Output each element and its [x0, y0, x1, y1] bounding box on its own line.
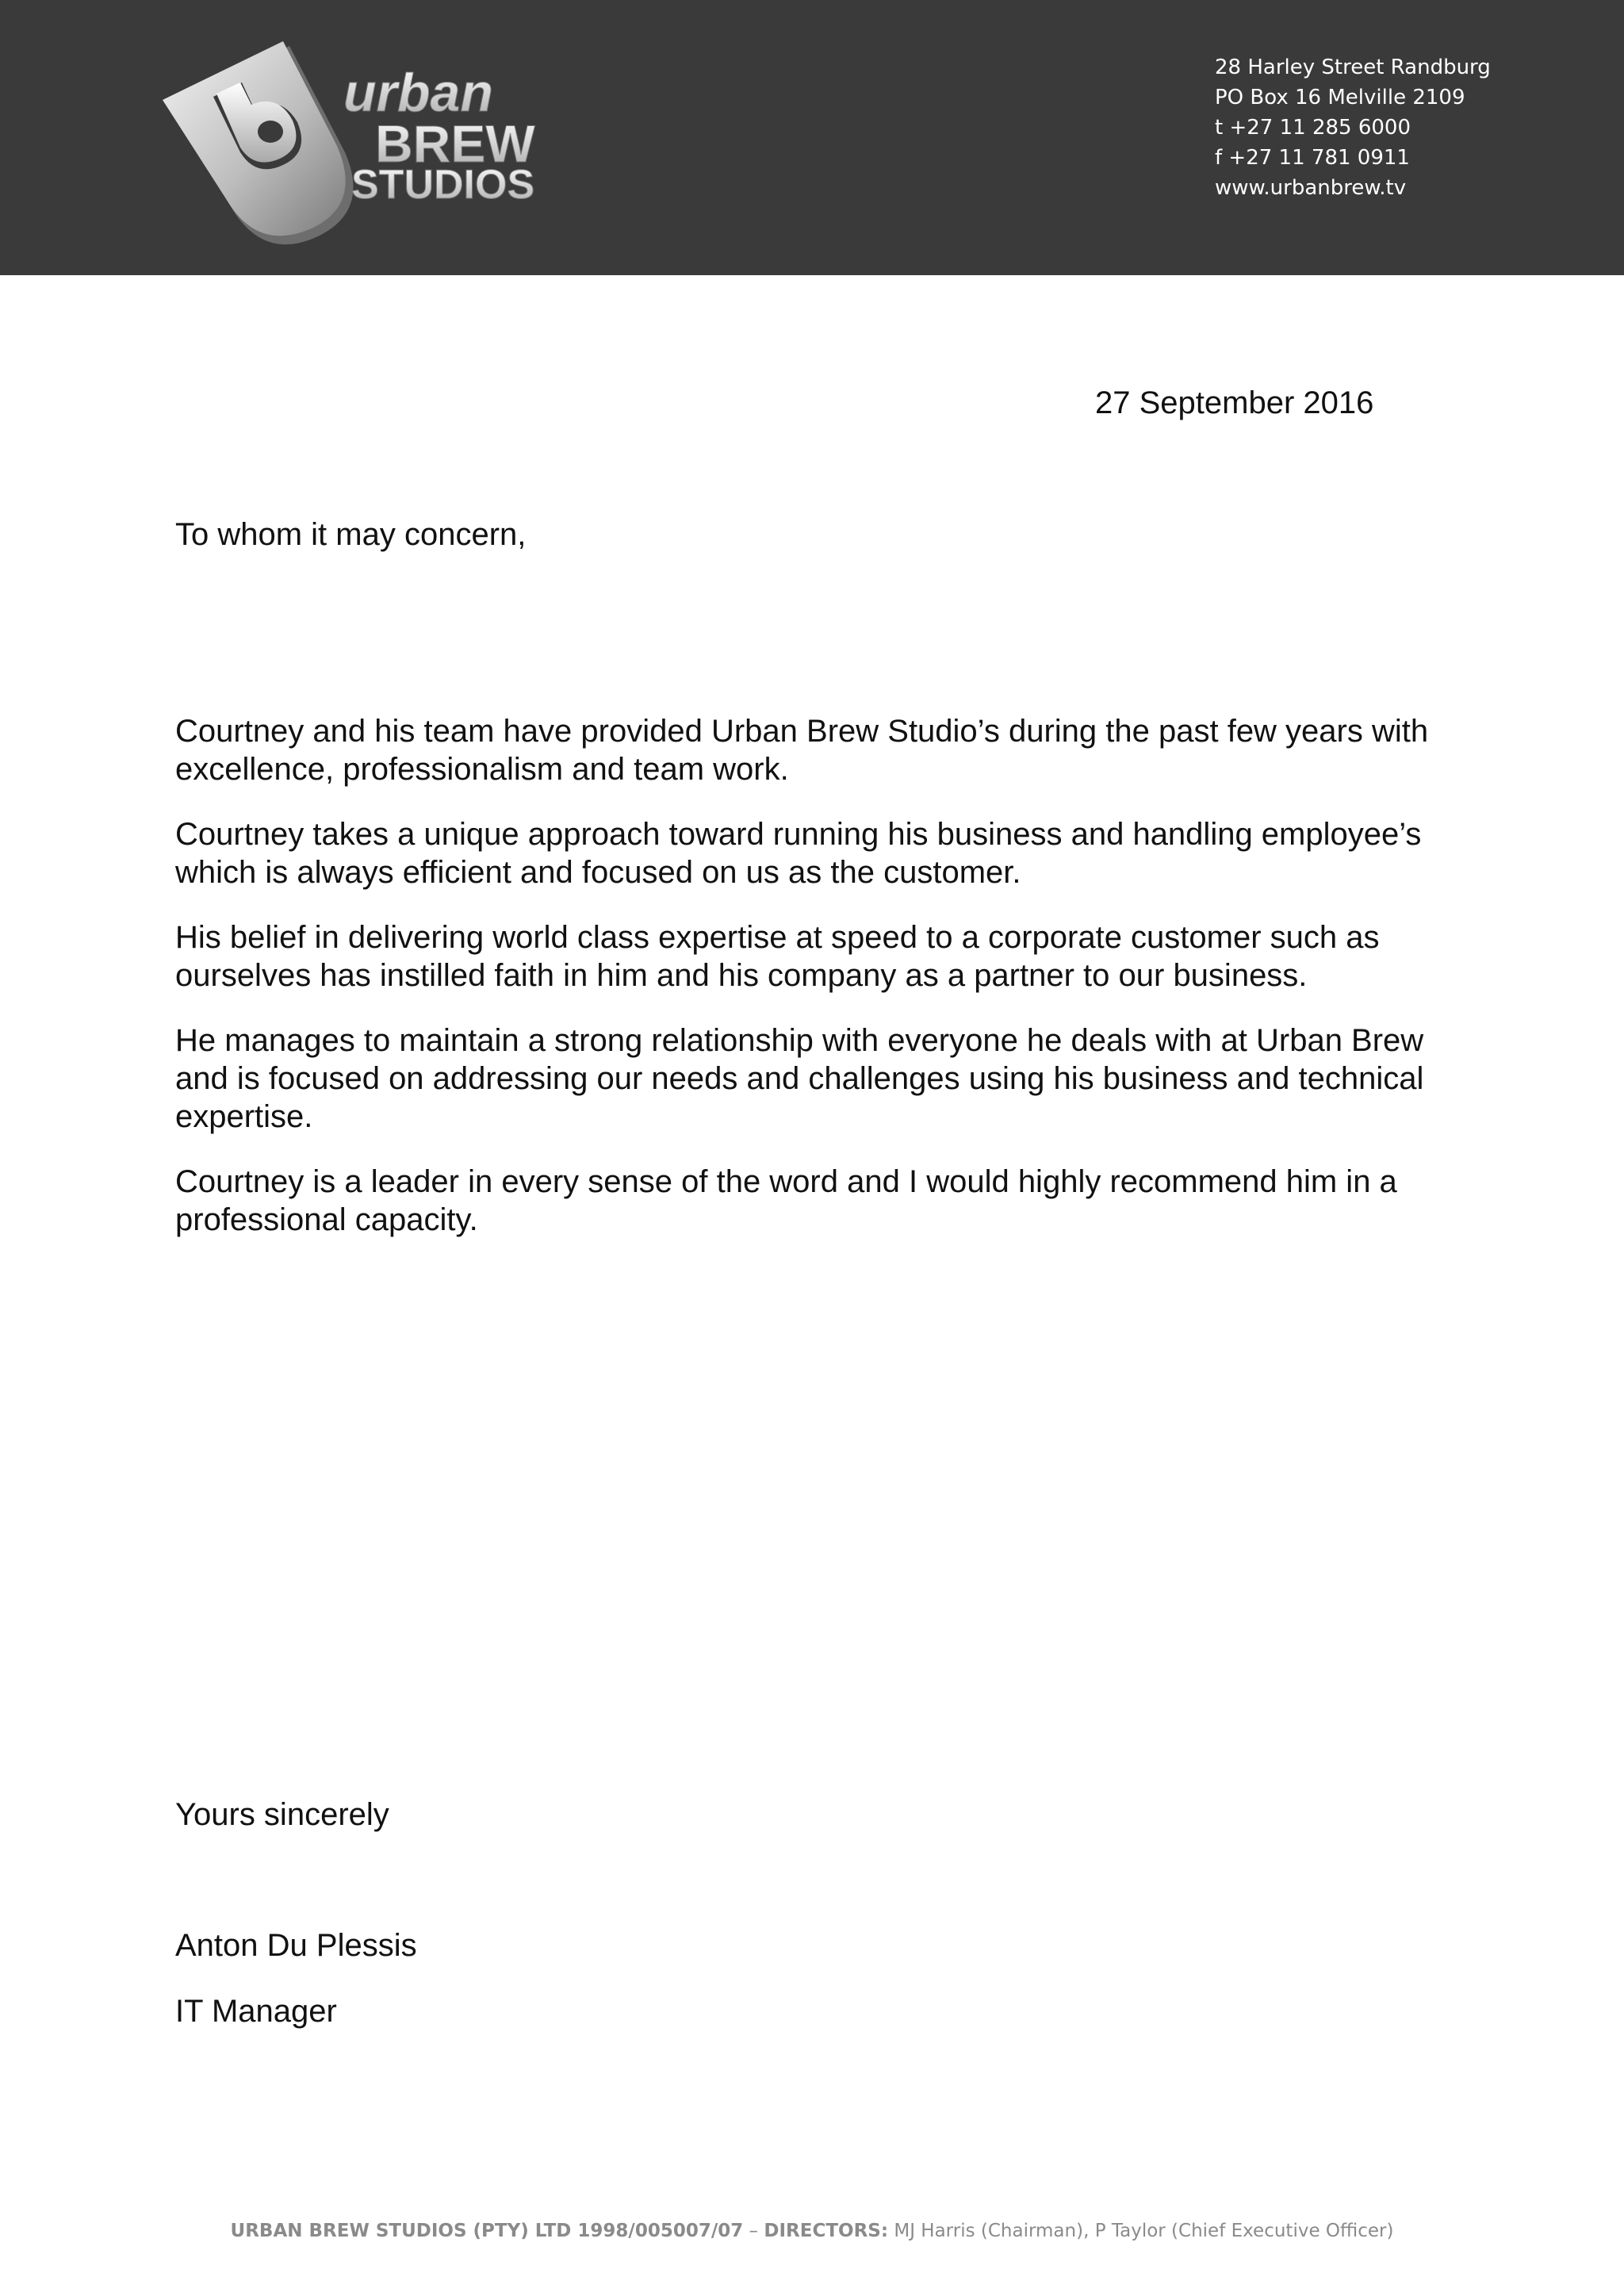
body-paragraph: His belief in delivering world class expertise at speed to a corporate customer such as ourselves has instilled faith in him and his company as a partner to our business. — [175, 920, 1380, 993]
letter-closing: Yours sincerely — [175, 1797, 389, 1832]
letterhead-banner — [0, 0, 1624, 275]
address-street: 28 Harley Street Randburg — [1215, 56, 1491, 79]
body-paragraph: Courtney takes a unique approach toward running his business and handling employee’s which is always efficient and focused on us as the customer. — [175, 817, 1422, 890]
letter-date: 27 September 2016 — [1095, 385, 1374, 420]
letter-body — [175, 712, 1476, 1266]
letter-footer — [0, 2221, 1624, 2241]
address-website: www.urbanbrew.tv — [1215, 176, 1407, 200]
body-paragraph: Courtney is a leader in every sense of the word and I would highly recommend him in a professional capacity. — [175, 1164, 1397, 1237]
body-paragraph: He manages to maintain a strong relationship with everyone he deals with at Urban Brew and is focused on addressing our needs and challenges using his business and technical expertise. — [175, 1023, 1424, 1134]
footer-separator: – — [743, 2221, 764, 2241]
logo-word-brew: BREW — [375, 114, 535, 173]
body-paragraph: Courtney and his team have provided Urban Brew Studio’s during the past few years with excellence, professionalism and team work. — [175, 714, 1429, 787]
logo-word-studios: STUDIOS — [351, 162, 535, 208]
address-telephone: t +27 11 285 6000 — [1215, 116, 1411, 140]
company-address — [1215, 52, 1491, 203]
footer-directors: MJ Harris (Chairman), P Taylor (Chief Executive Officer) — [888, 2221, 1394, 2241]
logo-word-urban: urban — [343, 63, 493, 123]
address-po-box: PO Box 16 Melville 2109 — [1215, 86, 1465, 109]
footer-company: URBAN BREW STUDIOS (PTY) LTD 1998/005007/07 — [230, 2221, 744, 2241]
urban-brew-logo — [163, 41, 559, 247]
address-fax: f +27 11 781 0911 — [1215, 146, 1410, 170]
letter-salutation: To whom it may concern, — [175, 517, 527, 552]
footer-directors-label: DIRECTORS: — [764, 2221, 889, 2241]
signer-name: Anton Du Plessis — [175, 1928, 417, 1963]
signer-title: IT Manager — [175, 1994, 337, 2029]
